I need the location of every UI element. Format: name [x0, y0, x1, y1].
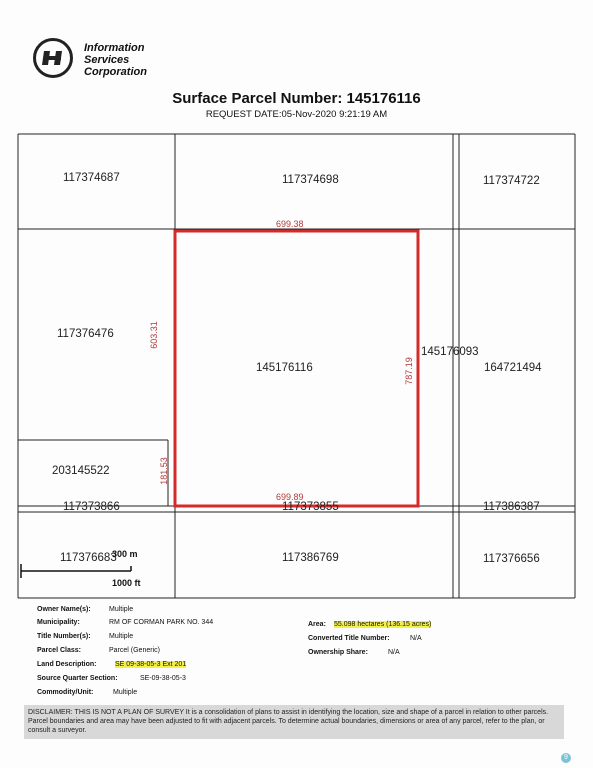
dimension-top: 699.38 — [276, 219, 304, 229]
company-line-1: Information — [84, 42, 145, 54]
parcel-number[interactable]: 117374722 — [483, 175, 540, 187]
dimension-right: 787.19 — [403, 357, 414, 385]
parcel-class-value: Parcel (Generic) — [109, 647, 160, 654]
parcel-number[interactable]: 117374687 — [63, 172, 120, 184]
converted-title-label: Converted Title Number: — [308, 635, 390, 642]
parcel-number[interactable]: 117376683 — [60, 552, 117, 564]
dimension-bottom: 699.89 — [276, 492, 304, 502]
scale-bar — [21, 564, 131, 578]
parcel-number[interactable]: 117386769 — [282, 552, 339, 564]
source-quarter-label: Source Quarter Section: — [37, 675, 118, 682]
subject-parcel-number[interactable]: 145176116 — [256, 362, 313, 374]
parcel-number[interactable]: 203145522 — [52, 465, 110, 477]
parcel-number[interactable]: 145176093 — [421, 346, 479, 358]
commodity-label: Commodity/Unit: — [37, 689, 94, 696]
parcel-number[interactable]: 117373866 — [63, 501, 120, 513]
disclaimer: DISCLAIMER: THIS IS NOT A PLAN OF SURVEY It is a consolidation of plans to assist in identifying the location, size and shape of a parcel in relation to other parcels. Parcel boundaries and area may have been adjusted to fit with adjacent parcels. To determine actual boundaries, dimensions or area of any parcel, refer to the plan, or consult a surveyor. — [24, 705, 564, 739]
owner-value: Multiple — [109, 606, 134, 613]
request-date: REQUEST DATE:05-Nov-2020 9:21:19 AM — [205, 109, 388, 120]
title-number-label: Title Number(s): — [37, 633, 91, 640]
page-title: Surface Parcel Number: 145176116 — [172, 90, 421, 107]
parcel-number[interactable]: 117376656 — [483, 553, 540, 565]
parcel-number[interactable]: 164721494 — [484, 362, 542, 374]
commodity-value: Multiple — [113, 689, 138, 696]
area-value: 55.098 hectares (136.15 acres) — [334, 621, 432, 628]
corner-badge: 9 — [561, 753, 571, 763]
area-label: Area: — [308, 621, 326, 628]
company-line-2: Services — [84, 54, 130, 66]
parcel-number[interactable]: 117373855 — [282, 501, 339, 513]
title-number-value: Multiple — [109, 633, 134, 640]
municipality-label: Municipality: — [37, 619, 80, 626]
ownership-share-value: N/A — [388, 649, 400, 656]
municipality-value: RM OF CORMAN PARK NO. 344 — [109, 619, 214, 626]
land-description-value: SE 09-38-05-3 Ext 201 — [115, 661, 187, 668]
dimension-lower-left: 181.53 — [158, 457, 169, 485]
land-description-label: Land Description: — [37, 661, 97, 668]
company-line-3: Corporation — [84, 66, 147, 78]
dimension-left: 603.31 — [148, 321, 159, 349]
owner-label: Owner Name(s): — [37, 606, 91, 613]
scale-meters: 300 m — [112, 549, 138, 559]
parcel-number[interactable]: 117376476 — [57, 328, 114, 340]
parcel-number[interactable]: 117386387 — [483, 501, 540, 513]
source-quarter-value: SE-09-38-05-3 — [140, 675, 186, 682]
ownership-share-label: Ownership Share: — [308, 649, 368, 656]
parcel-number[interactable]: 117374698 — [282, 174, 339, 186]
converted-title-value: N/A — [410, 635, 422, 642]
parcel-class-label: Parcel Class: — [37, 647, 81, 654]
scale-feet: 1000 ft — [112, 578, 141, 588]
